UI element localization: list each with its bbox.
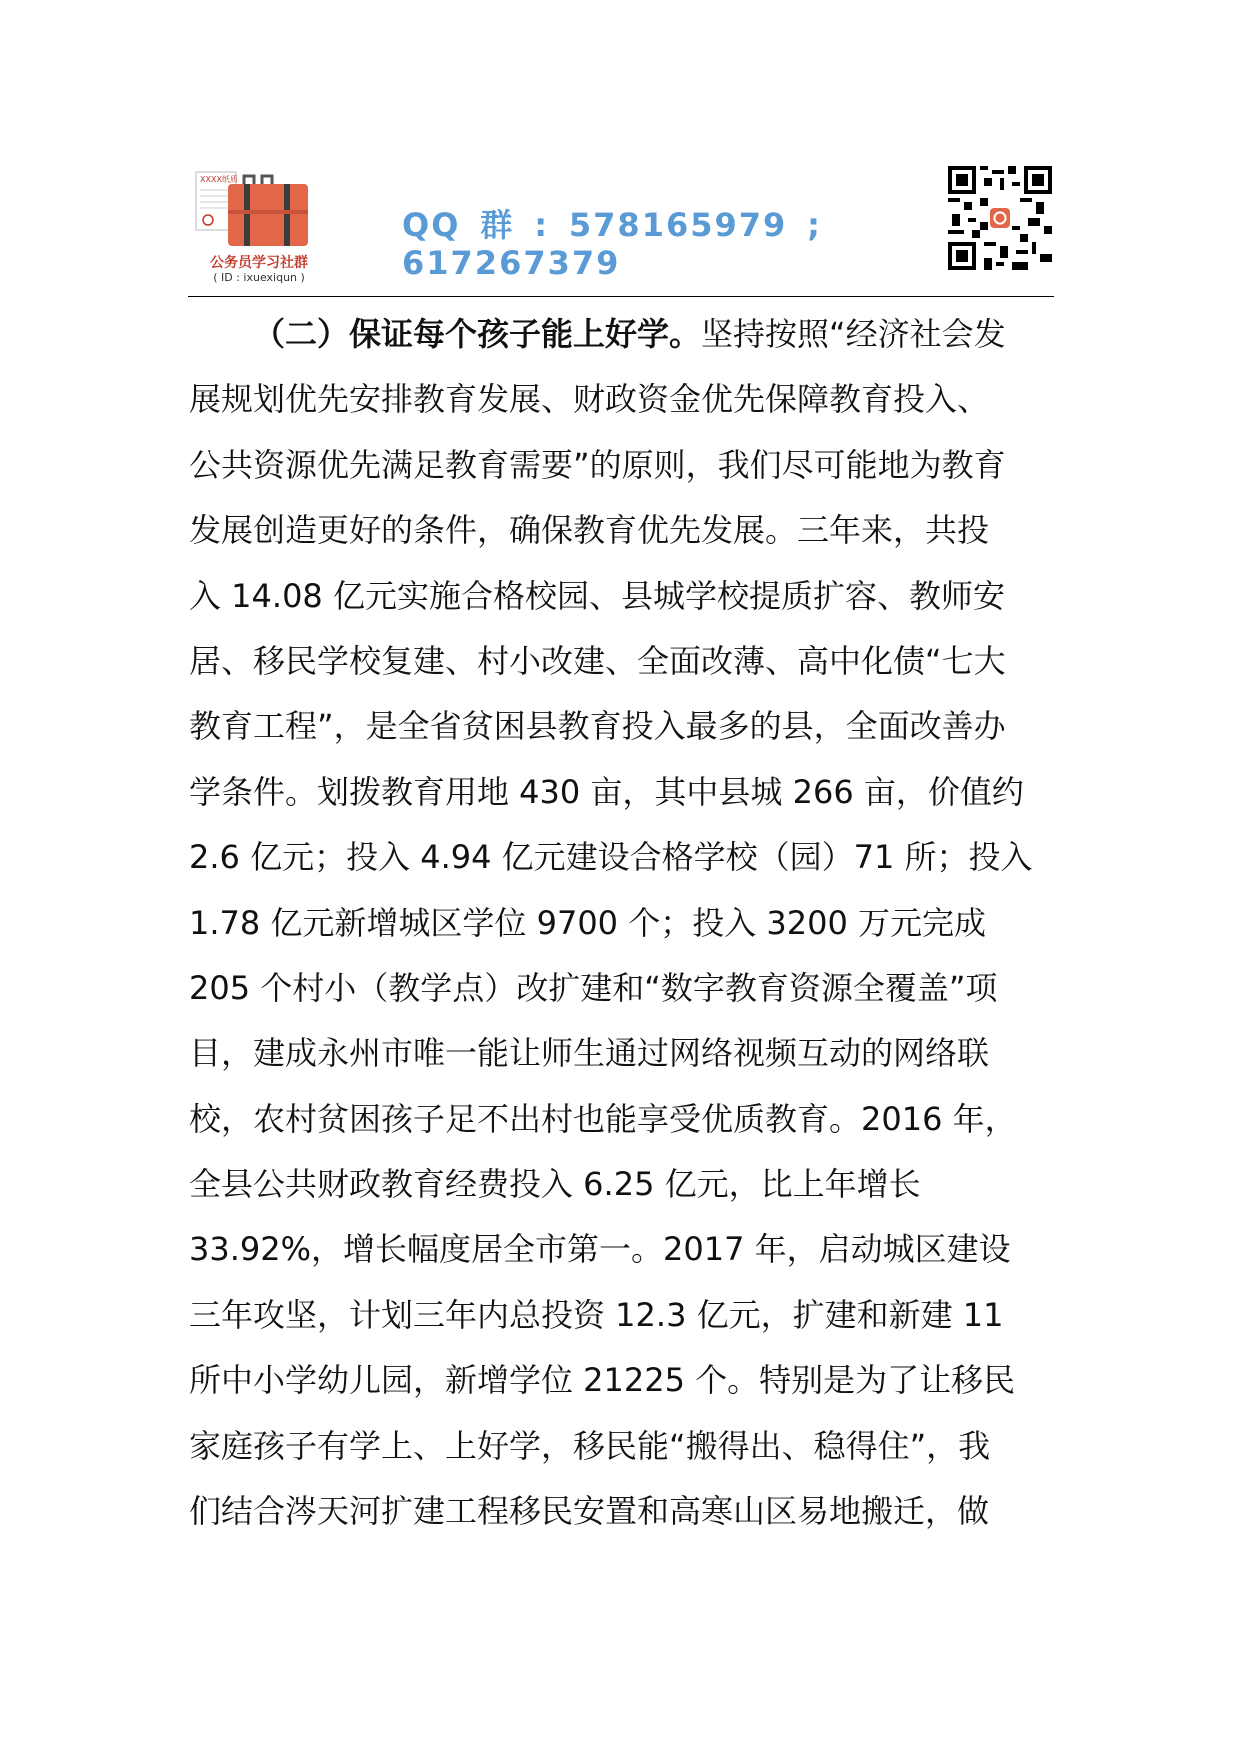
qr-code-icon [948,166,1052,270]
text-line: 校，农村贫困孩子足不出村也能享受优质教育。2016 年， [189,1099,1017,1138]
section-heading: （二）保证每个孩子能上好学。 [253,315,702,353]
qq-colon: : [534,206,549,244]
text-line: 学条件。划拨教育用地 430 亩，其中县城 266 亩，价值约 [189,772,1024,811]
text-line: 2.6 亿元；投入 4.94 亿元建设合格学校（园）71 所；投入 [189,838,1033,877]
qq-semicolon: ; [807,206,822,244]
text-line: 全县公共财政教育经费投入 6.25 亿元，比上年增长 [189,1165,921,1204]
svg-text:XXXX纸质: XXXX纸质 [200,175,238,184]
text-line: 所中小学幼儿园，新增学位 21225 个。特别是为了让移民 [189,1361,1016,1400]
text-line: 坚持按照“经济社会发 [701,315,1006,353]
text-line: 目，建成永州市唯一能让师生通过网络视频互动的网络联 [189,1034,990,1073]
text-line: 发展创造更好的条件，确保教育优先发展。三年来，共投 [189,511,990,550]
logo-caption: 公务员学习社群 [210,255,308,271]
text-line: 205 个村小（教学点）改扩建和“数字教育资源全覆盖”项 [189,968,998,1007]
qq-group-info [402,206,1042,282]
qq-label: QQ [402,206,461,244]
page-header [188,160,1056,296]
text-line: 教育工程”，是全省贫困县教育投入最多的县，全面改善办 [189,707,1006,746]
text-line: 家庭孩子有学上、上好学，移民能“搬得出、稳得住”，我 [189,1426,991,1465]
text-line: 1.78 亿元新增城区学位 9700 个；投入 3200 万元完成 [189,903,986,942]
qq-group-label: 群 [480,206,515,244]
qr-code [948,166,1052,270]
section-body [189,302,1057,1544]
header-divider [188,296,1054,297]
text-line: 33.92%，增长幅度居全市第一。2017 年，启动城区建设 [189,1230,1011,1269]
text-line: 公共资源优先满足教育需要”的原则，我们尽可能地为教育 [189,445,1006,484]
qq-number-1: 578165979 [568,206,788,244]
qq-number-2: 617267379 [402,244,621,282]
text-line: 展规划优先安排教育发展、财政资金优先保障教育投入、 [189,380,990,419]
qq-row-1 [402,206,822,244]
text-line: 们结合涔天河扩建工程移民安置和高寒山区易地搬迁，做 [189,1492,990,1531]
paragraph-first-line [189,302,1057,367]
logo-id: ( ID : ixuexiqun ) [213,271,305,284]
text-line: 居、移民学校复建、村小改建、全面改薄、高中化债“七大 [189,641,1006,680]
briefcase-logo-icon [194,170,314,252]
text-line: 三年攻坚，计划三年内总投资 12.3 亿元，扩建和新建 11 [189,1295,1004,1334]
text-line: 入 14.08 亿元实施合格校园、县城学校提质扩容、教师安 [189,576,1005,615]
logo [194,170,314,282]
